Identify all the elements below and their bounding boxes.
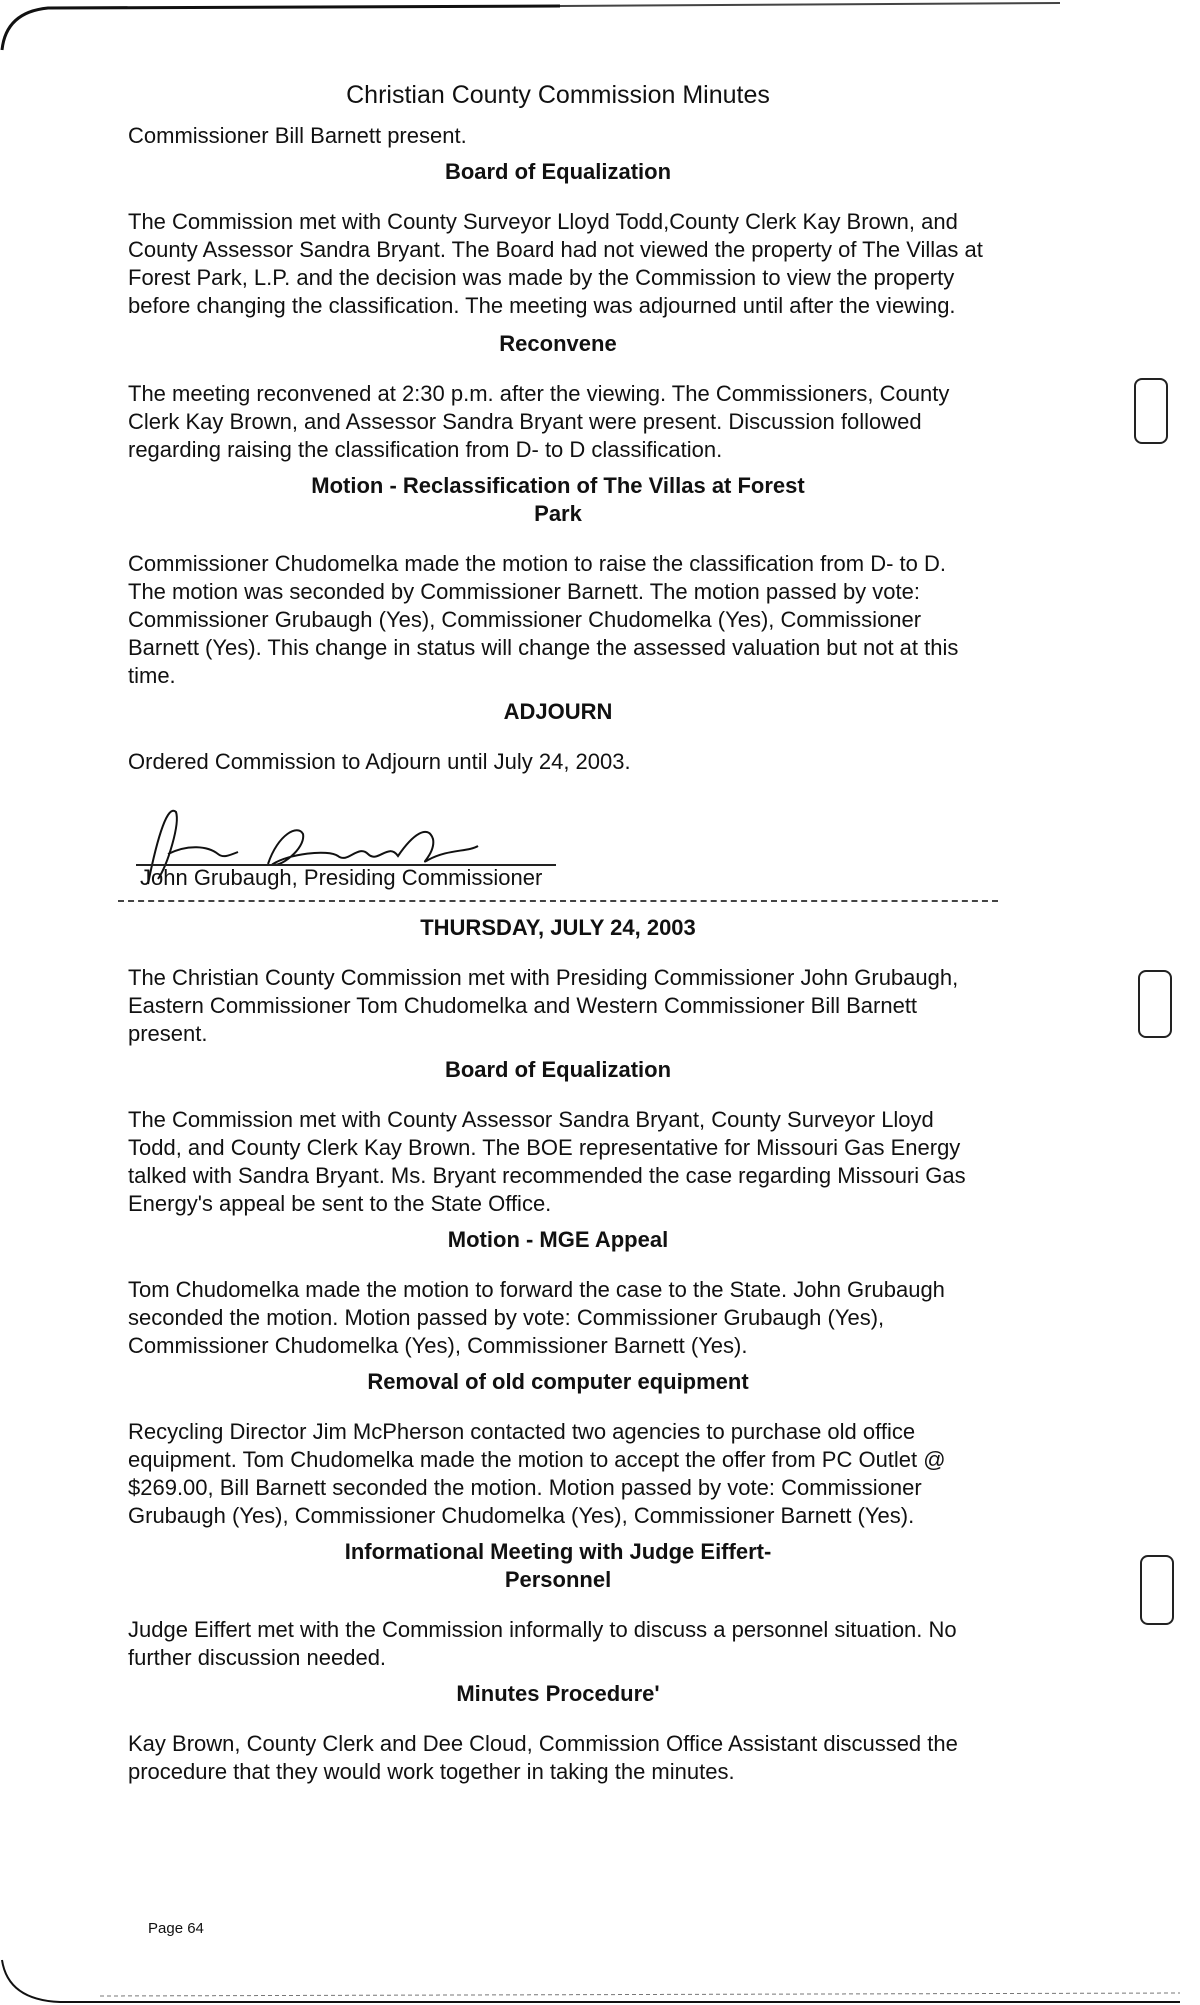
section-body-computer-equipment: Recycling Director Jim McPherson contacted two agencies to purchase old office equipment. Tom Chudomelka made the motion to accept the offer from PC Outlet @ $269.00, Bill Barnett seconded the motion. Motion passed by vote: Commissioner Grubaugh (Yes), Commissioner Chudomelka (Yes), Commissioner Barnett (Yes). — [128, 1419, 946, 1528]
section-heading-judge-eiffert — [128, 1538, 988, 1594]
section-heading-computer-equipment: Removal of old computer equipment — [367, 1369, 749, 1394]
section-body-motion-reclassification: Commissioner Chudomelka made the motion to raise the classification from D- to D. The motion was seconded by Commissioner Barnett. The motion passed by vote: Commissioner Grubaugh (Yes), Commissioner Chudomelka (Yes), Commissioner Barnett (Yes). This change in status will change the assessed valuation but not at this time. — [128, 551, 959, 688]
heading-line: Park — [534, 501, 582, 526]
section-body-judge-eiffert: Judge Eiffert met with the Commission informally to discuss a personnel situation. No further discussion needed. — [128, 1617, 957, 1670]
heading-line: Informational Meeting with Judge Eiffert- — [344, 1539, 772, 1564]
binder-tab-mark — [1134, 378, 1168, 444]
attendance-paragraph: The Christian County Commission met with Presiding Commissioner John Grubaugh, Eastern Commissioner Tom Chudomelka and Western Commissioner Bill Barnett present. — [128, 965, 959, 1046]
page-number: Page 64 — [148, 1920, 204, 1937]
section-heading-motion-reclassification — [128, 472, 988, 528]
binder-tab-mark — [1138, 970, 1172, 1038]
section-heading-minutes-procedure: Minutes Procedure' — [456, 1681, 660, 1706]
document-title: Christian County Commission Minutes — [346, 81, 770, 109]
signature-block — [128, 794, 988, 894]
document-body — [128, 70, 988, 1800]
section-body-reconvene: The meeting reconvened at 2:30 p.m. after the viewing. The Commissioners, County Clerk Kay Brown, and Assessor Sandra Bryant were present. Discussion followed regarding raising the classification from D- to D classification. — [128, 381, 950, 462]
section-body-minutes-procedure: Kay Brown, County Clerk and Dee Cloud, Commission Office Assistant discussed the procedure that they would work together in taking the minutes. — [128, 1731, 958, 1784]
section-body-motion-mge: Tom Chudomelka made the motion to forward the case to the State. John Grubaugh seconded the motion. Motion passed by vote: Commissioner Grubaugh (Yes), Commissioner Chudomelka (Yes), Commissioner Barnett (Yes). — [128, 1277, 945, 1358]
heading-line: Personnel — [504, 1567, 612, 1592]
intro-line: Commissioner Bill Barnett present. — [128, 123, 467, 148]
section-heading-board-of-equalization: Board of Equalization — [444, 159, 672, 184]
section-heading-board-of-equalization-2: Board of Equalization — [444, 1057, 672, 1082]
section-body-adjourn: Ordered Commission to Adjourn until July 24, 2003. — [128, 749, 631, 774]
section-heading-adjourn: ADJOURN — [503, 699, 613, 724]
section-body-board-of-equalization: The Commission met with County Surveyor Lloyd Todd,County Clerk Kay Brown, and County Assessor Sandra Bryant. The Board had not viewed the property of The Villas at Forest Park, L.P. and the decision was made by the Commission to view the property before changing the classification. The meeting was adjourned until after the viewing. — [128, 209, 983, 318]
date-heading: THURSDAY, JULY 24, 2003 — [420, 915, 696, 940]
section-divider — [118, 900, 998, 902]
binder-tab-mark — [1140, 1555, 1174, 1625]
section-heading-motion-mge: Motion - MGE Appeal — [447, 1227, 669, 1252]
signature-caption: John Grubaugh, Presiding Commissioner — [140, 865, 543, 890]
section-heading-reconvene: Reconvene — [499, 331, 617, 356]
heading-line: Motion - Reclassification of The Villas at Forest — [311, 473, 805, 498]
section-body-board-of-equalization-2: The Commission met with County Assessor Sandra Bryant, County Surveyor Lloyd Todd, and County Clerk Kay Brown. The BOE representative for Missouri Gas Energy talked with Sandra Bryant. Ms. Bryant recommended the case regarding Missouri Gas Energy's appeal be sent to the State Office. — [128, 1107, 966, 1216]
